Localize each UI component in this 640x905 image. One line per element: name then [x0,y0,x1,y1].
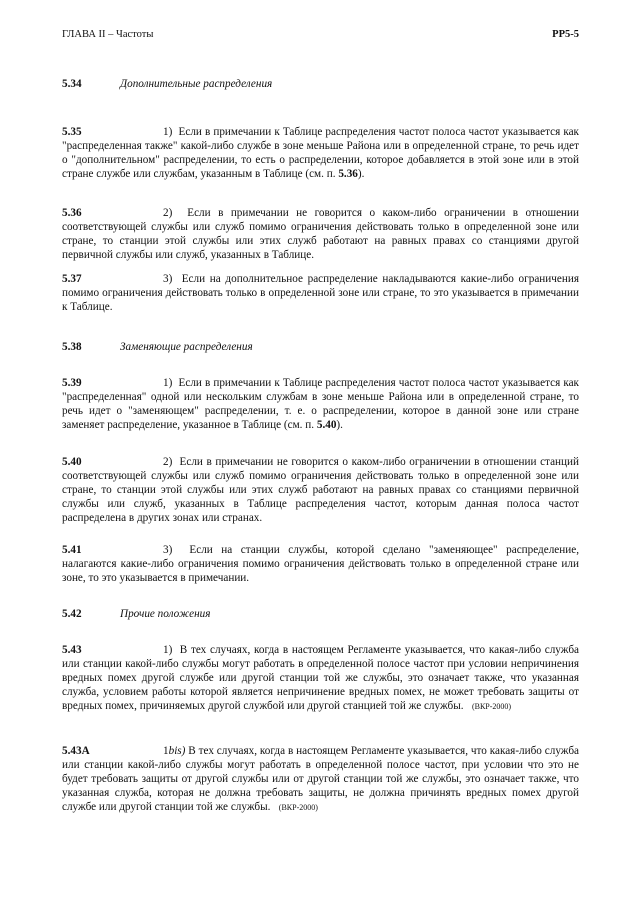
provision-5-41 [62,543,579,585]
provision-lead: 3) [163,273,173,285]
section-heading-5-42 [62,607,579,621]
provision-number: 5.36 [62,207,82,219]
provision-5-39: 5.39 1) Если в примечании к Таблице распределения частот полоса частот указывается как "распределенная" одной или нескольким службам в зоне меньше Района или в определенной стране, то речь идет о "заменяющем" распределении, т. е. о распределении, которое в данной зоне или стране заменяет распределение, указанное в Таблице (см. п. 5.40). [62,377,579,431]
section-title: Прочие положения [120,608,211,620]
chapter-header: ГЛАВА II – Частоты [62,29,154,40]
provision-number: 5.43 [62,644,82,656]
provision-number: 5.39 [62,377,82,389]
provision-lead: 2) [163,456,173,468]
provision-5-35: 5.35 1) Если в примечании к Таблице распределения частот полоса частот указывается как "распределенная также" какой-либо службе в зоне меньше Района или в определенной стране, то речь идет о "дополнительном" распределении, то есть о распределении, которое добавляется в этой зоне или в этой стране службе или службам, указанным в Таблице (см. п. 5.36). [62,126,579,180]
revision-note: (ВКР-2000) [471,702,512,711]
provision-number: 5.40 [62,456,82,468]
provision-number: 5.37 [62,273,82,285]
provision-text: Если в примечании не говорится о каком-либо ограничении в отношении станций соответствующей службы или служб помимо ограничения действовать только в определенной зоне или стране, то станции этой службы или этих служб работают на равных правах со станциями первичной службы или служб, указанных в Таблице распределения частот, которым данная полоса частот распределена в других зонах или странах. [62,456,579,524]
provision-5-40 [62,455,579,525]
section-heading-5-34 [62,77,579,91]
section-number: 5.34 [62,78,82,90]
provision-text: Если на дополнительное распределение накладываются какие-либо ограничения помимо ограничения действовать только в определенной зоне или стране, то это указывается в примечании к Таблице. [62,273,579,313]
provision-lead: 1) [163,644,173,656]
provision-lead-suffix: bis) [168,745,186,757]
provision-5-43a [62,744,579,815]
provision-text: Если в примечании к Таблице распределения частот полоса частот указывается как "распределенная" одной или нескольким службам в зоне меньше Района или в определенной стране, то речь идет о "заменяющем" распределении, т. е. о распределении, которое в данной зоне или стране заменяет распределение, указанное в Таблице (см. п. [62,377,579,431]
section-title: Заменяющие распределения [120,341,253,353]
revision-note: (ВКР-2000) [278,803,318,812]
provision-5-43 [62,643,579,714]
provision-number: 5.35 [62,126,82,138]
section-number: 5.42 [62,608,82,620]
provision-lead: 1 [163,745,169,757]
provision-text: В тех случаях, когда в настоящем Регламенте указывается, что какая-либо служба или станции какой-либо службы могут работать в определенной полосе частот при условии непричинения вредных помех другой службе или другой станции той же службы, это означает также, что указанная служба, условием работы которой является непричинение вредных помех, не может требовать защиты от вредных помех, причиняемых другой службой или другой станцией той же службы. [62,644,579,712]
provision-lead: 1) [163,377,173,389]
page-number: РР5-5 [552,29,579,40]
provision-reference: 5.40 [316,419,337,431]
provision-reference: 5.36 [338,168,358,180]
provision-5-36 [62,206,579,262]
provision-lead: 1) [163,126,173,138]
provision-lead: 2) [163,207,173,219]
section-number: 5.38 [62,341,82,353]
provision-5-37 [62,272,579,314]
section-heading-5-38 [62,340,579,354]
provision-text: Если в примечании не говорится о каком-либо ограничении в отношении соответствующей службы или служб помимо ограничения действовать только в определенной зоне или стране, то станции этой службы или этих служб работают на равных правах со станциями другой первичной службы или служб, указанных в Таблице. [62,207,580,261]
provision-number: 5.41 [62,544,82,556]
provision-number: 5.43A [62,745,90,757]
provision-text: Если в примечании к Таблице распределения частот полоса частот указывается как "распределенная также" какой-либо службе в зоне меньше Района или в определенной стране, то речь идет о "дополнительном" распределении, то есть о распределении, которое добавляется в этой зоне или в этой стране службе или службам, указанным в Таблице (см. п. [62,126,579,180]
section-title: Дополнительные распределения [120,78,273,90]
provision-lead: 3) [163,544,173,556]
provision-text: Если на станции службы, которой сделано "заменяющее" распределение, налагаются какие-либо ограничения помимо ограничения действовать только в определенной стране или зоне, то это указывается в примечании. [62,544,579,584]
provision-text: В тех случаях, когда в настоящем Регламенте указывается, что какая-либо служба или станции какой-либо службы могут работать в определенной полосе частот, при условии что это не будет требовать защиты от другой службы или от другой станции той же службы, это означает также, что указанная служба, которая не должна требовать защиты, не должна причинять вредных помех другой службе или другой станции той же службы. [62,745,580,813]
